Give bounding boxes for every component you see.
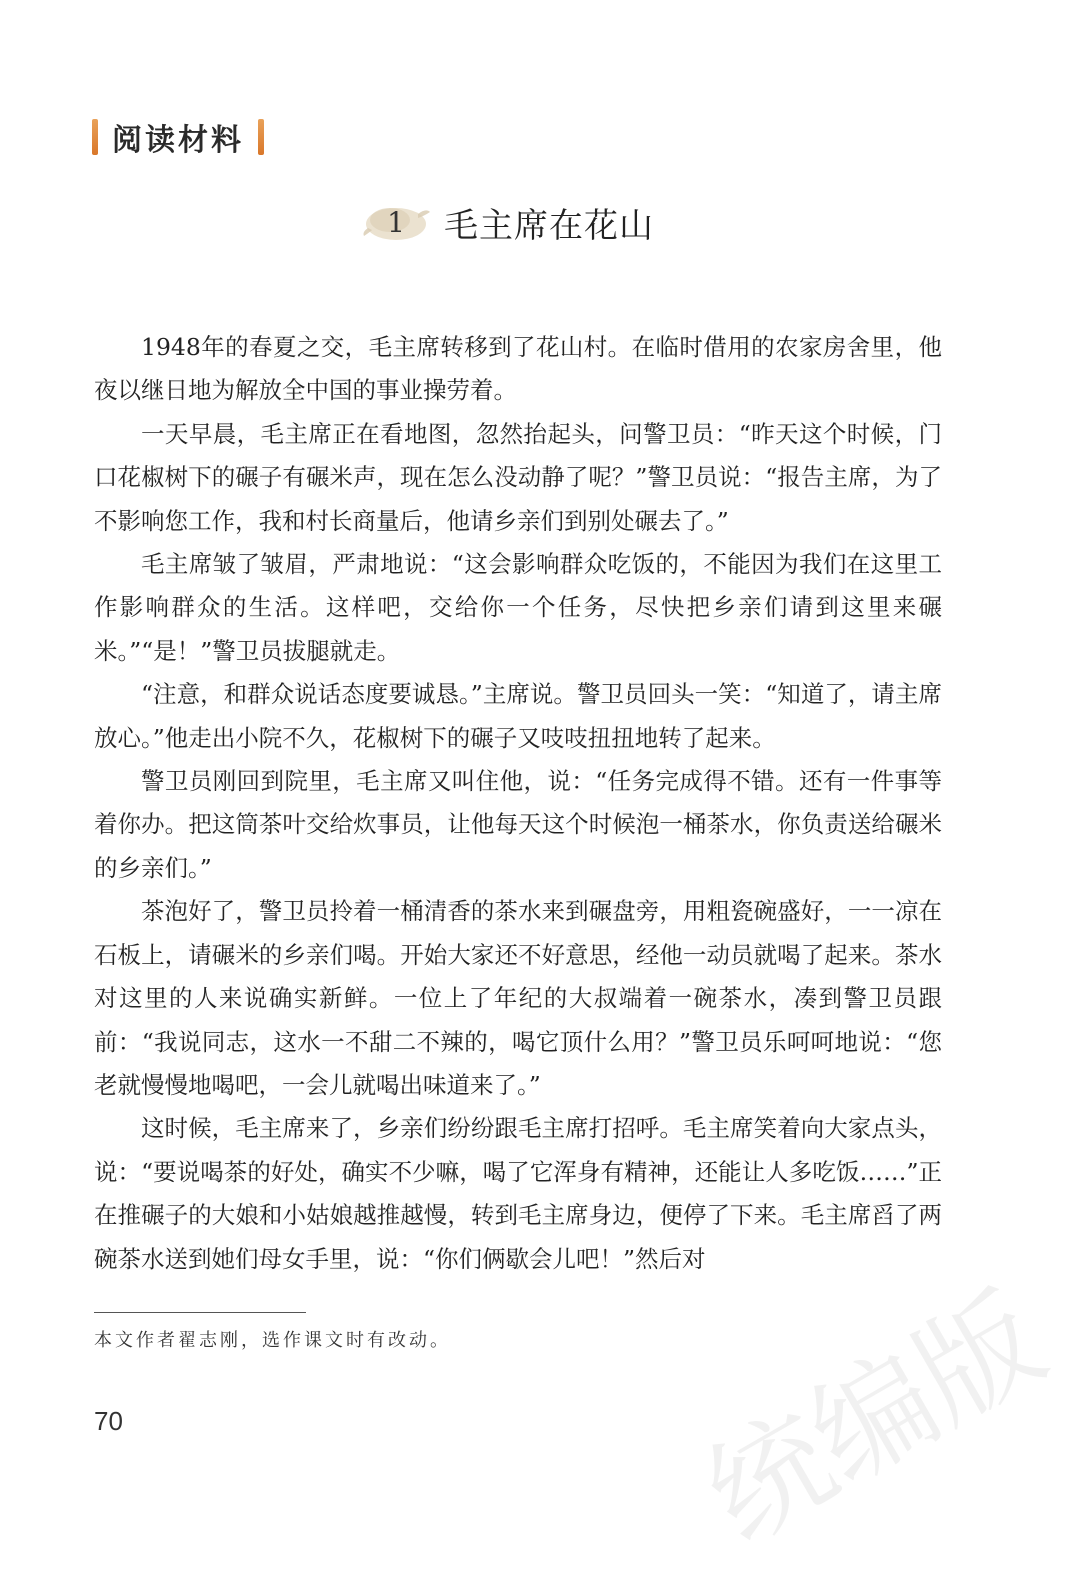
footnote: 本文作者翟志刚，选作课文时有改动。: [94, 1330, 451, 1351]
lesson-heading: [360, 192, 654, 252]
lesson-title: 毛主席在花山: [444, 205, 654, 246]
paragraph: “注意，和群众说话态度要诚恳。”主席说。警卫员回头一笑：“知道了，请主席放心。”他走出小院不久，花椒树下的碾子又吱吱扭扭地转了起来。: [94, 680, 942, 752]
lesson-number-badge: [360, 198, 432, 246]
paragraph: 毛主席皱了皱眉，严肃地说：“这会影响群众吃饭的，不能因为我们在这里工作影响群众的生活。这样吧，交给你一个任务，尽快把乡亲们请到这里来碾米。”“是！”警卫员拔腿就走。: [94, 550, 942, 665]
footnote-divider: [94, 1312, 306, 1313]
section-title: 阅读材料: [112, 123, 244, 158]
watermark: 统编版: [684, 1268, 1066, 1570]
section-header: [92, 112, 264, 162]
paragraph: 茶泡好了，警卫员拎着一桶清香的茶水来到碾盘旁，用粗瓷碗盛好，一一凉在石板上，请碾米的乡亲们喝。开始大家还不好意思，经他一动员就喝了起来。茶水对这里的人来说确实新鲜。一位上了年纪的大叔端着一碗茶水，凑到警卫员跟前：“我说同志，这水一不甜二不辣的，喝它顶什么用？”警卫员乐呵呵地说：“您老就慢慢地喝吧，一会儿就喝出味道来了。”: [94, 897, 942, 1099]
paragraph: 警卫员刚回到院里，毛主席又叫住他，说：“任务完成得不错。还有一件事等着你办。把这筒茶叶交给炊事员，让他每天这个时候泡一桶茶水，你负责送给碾米的乡亲们。”: [94, 767, 942, 882]
paragraph: 一天早晨，毛主席正在看地图，忽然抬起头，问警卫员：“昨天这个时候，门口花椒树下的碾子有碾米声，现在怎么没动静了呢？”警卫员说：“报告主席，为了不影响您工作，我和村长商量后，他请乡亲们到别处碾去了。”: [94, 419, 942, 535]
paragraph: 1948年的春夏之交，毛主席转移到了花山村。在临时借用的农家房舍里，他夜以继日地为解放全中国的事业操劳着。: [94, 333, 942, 405]
orange-bar-left-icon: [92, 119, 98, 155]
paragraph: 这时候，毛主席来了，乡亲们纷纷跟毛主席打招呼。毛主席笑着向大家点头，说：“要说喝茶的好处，确实不少嘛，喝了它浑身有精神，还能让人多吃饭……”正在推碾子的大娘和小姑娘越推越慢，转到毛主席身边，便停了下来。毛主席舀了两碗茶水送到她们母女手里，说：“你们俩歇会儿吧！”然后对: [94, 1114, 942, 1273]
lesson-number: 1: [387, 205, 405, 239]
page-number: 70: [94, 1406, 123, 1436]
article-body: [94, 326, 942, 1281]
orange-bar-right-icon: [258, 119, 264, 155]
